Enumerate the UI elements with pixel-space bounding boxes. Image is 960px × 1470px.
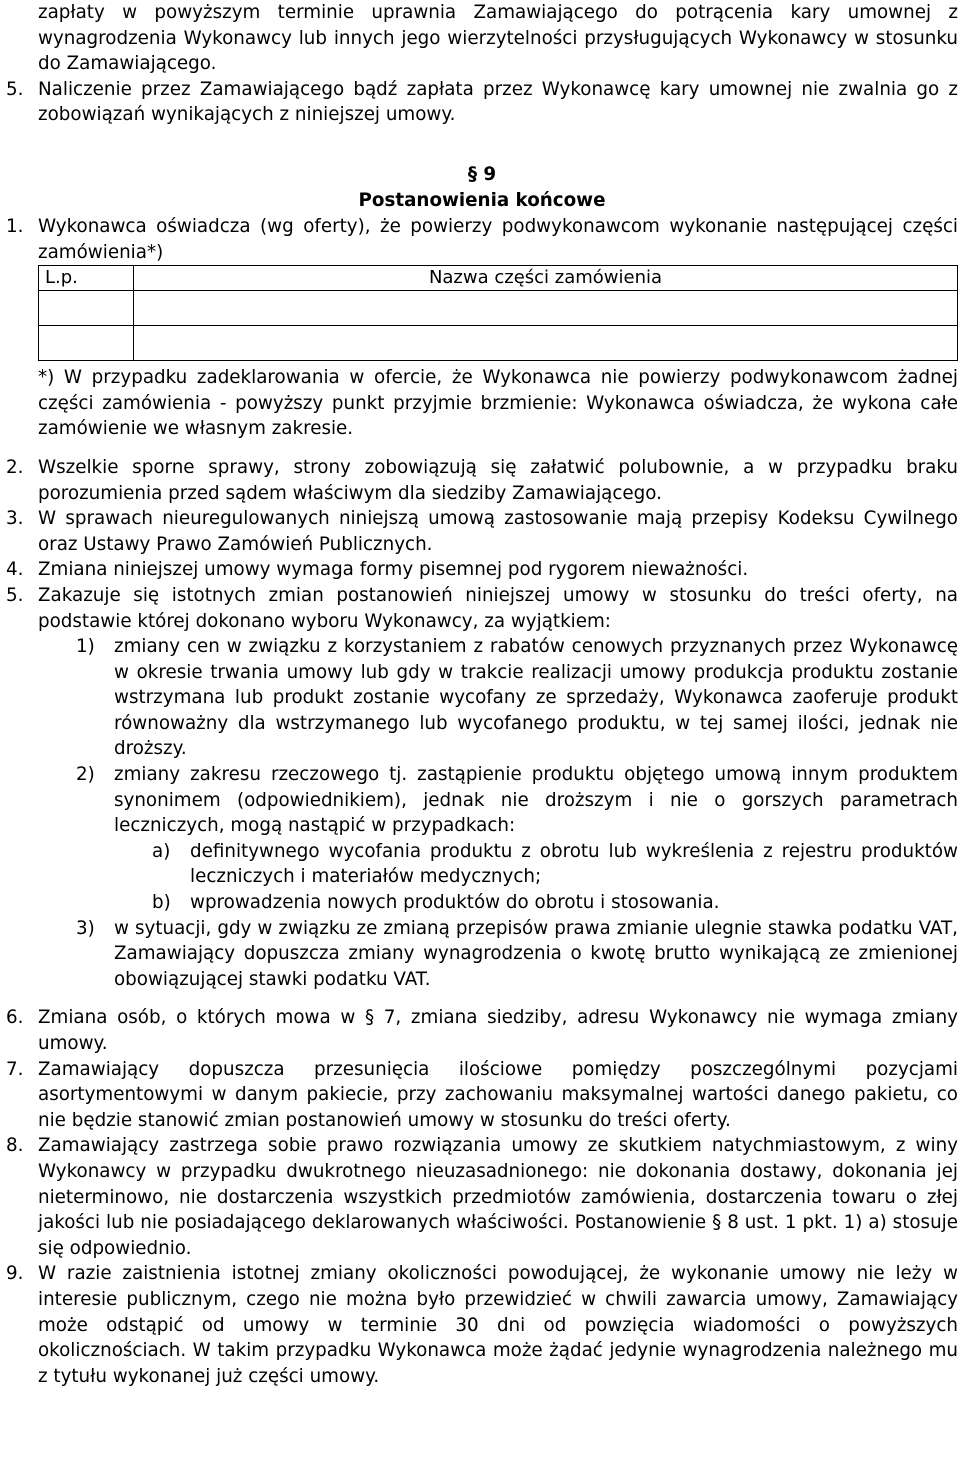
- paragraph-5: 5. Naliczenie przez Zamawiającego bądź zapłata przez Wykonawcę kary umownej nie zwalnia go z zobowiązań wynikających z niniejszej umowy.: [6, 78, 958, 126]
- intro-paragraph: zapłaty w powyższym terminie uprawnia Zamawiającego do potrącenia kary umownej z wynagrodzenia Wykonawcy lub innych jego wierzytelności przysługujących Wykonawcy w stosunku do Zamawiającego.: [38, 2, 958, 75]
- subcontract-table: [38, 265, 958, 361]
- table-row: [39, 291, 958, 326]
- sub-item-2: 2) zmiany zakresu rzeczowego tj. zastąpienie produktu objętego umową innym produktem synonimem (odpowiednikiem), jednak nie droższym i nie o gorszych parametrach leczniczych, mogą nastąpić w przypadkach:: [76, 764, 958, 837]
- section-item-8: 8. Zamawiający zastrzega sobie prawo rozwiązania umowy ze skutkiem natychmiastowym, z winy Wykonawcy w przypadku dwukrotnego nieuzasadnionego: nie dokonania dostawy, dokonania jej nieterminowo, nie dostarczenia wszystkich przedmiotów zamówienia, dostarczenia towaru o złej jakości lub nie posiadającego deklarowanych właściwości. Postanowienie § 8 ust. 1 pkt. 1) a) stosuje się odpowiednio.: [6, 1135, 958, 1259]
- section-item-7: 7. Zamawiający dopuszcza przesunięcia ilościowe pomiędzy poszczególnymi pozycjami asortymentowymi w danym pakiecie, przy zachowaniu maksymalnej wartości danego pakietu, co nie będzie stanowić zmian postanowień umowy w stosunku do treści oferty.: [6, 1058, 958, 1131]
- section-item-4: 4. Zmiana niniejszej umowy wymaga formy pisemnej pod rygorem nieważności.: [6, 559, 749, 581]
- document-page: [6, 0, 958, 1389]
- section-item-5: 5. Zakazuje się istotnych zmian postanowień niniejszej umowy w stosunku do treści oferty, na podstawie której dokonano wyboru Wykonawcy, za wyjątkiem:: [6, 584, 958, 632]
- sub-item-1: 1) zmiany cen w związku z korzystaniem z rabatów cenowych przyznanych przez Wykonawcę w okresie trwania umowy lub gdy w trakcie realizacji umowy produkcja produktu zostanie wstrzymana lub produkt zostanie wycofany ze sprzedaży, Wykonawca zaoferuje produkt równoważny dla wstrzymanego lub wycofanego produktu, w tej samej ilości, jednak nie droższy.: [76, 636, 958, 760]
- sub-item-2b: b) wprowadzenia nowych produktów do obrotu i stosowania.: [152, 892, 720, 914]
- section-title: Postanowienia końcowe: [358, 189, 606, 211]
- table-row: [39, 326, 958, 361]
- section-item-9: 9. W razie zaistnienia istotnej zmiany okoliczności powodującej, że wykonanie umowy nie leży w interesie publicznym, czego nie można było przewidzieć w chwili zawarcia umowy, Zamawiający może odstąpić od umowy w terminie 30 dni od powzięcia wiadomości o powyższych okolicznościach. W takim przypadku Wykonawca może żądać jedynie wynagrodzenia należnego mu z tytułu wykonanej już części umowy.: [6, 1263, 958, 1387]
- sub-item-2a: a) definitywnego wycofania produktu z obrotu lub wykreślenia z rejestru produktów leczniczych i materiałów medycznych;: [152, 840, 958, 888]
- section-number: § 9: [467, 163, 497, 185]
- section-item-1: 1. Wykonawca oświadcza (wg oferty), że powierzy podwykonawcom wykonanie następującej części zamówienia*): [6, 215, 958, 263]
- section-item-3: 3. W sprawach nieuregulowanych niniejszą umową zastosowanie mają przepisy Kodeksu Cywilnego oraz Ustawy Prawo Zamówień Publicznych.: [6, 508, 958, 555]
- table-header-lp: L.p.: [39, 266, 134, 291]
- table-header-name: Nazwa części zamówienia: [134, 266, 958, 291]
- table-header-row: [39, 266, 958, 291]
- sub-item-3: 3) w sytuacji, gdy w związku ze zmianą przepisów prawa zmianie ulegnie stawka podatku VAT, Zamawiający dopuszcza zmiany wynagrodzenia o kwotę brutto wynikającą ze zmienionej obowiązującej stawki podatku VAT.: [76, 917, 958, 990]
- footnote: *) W przypadku zadeklarowania w ofercie, że Wykonawca nie powierzy podwykonawcom żadnej części zamówienia - powyższy punkt przyjmie brzmienie: Wykonawca oświadcza, że wykona całe zamówienie we własnym zakresie.: [38, 367, 958, 440]
- section-item-2: 2. Wszelkie sporne sprawy, strony zobowiązują się załatwić polubownie, a w przypadku braku porozumienia przed sądem właściwym dla siedziby Zamawiającego.: [6, 456, 958, 504]
- section-item-6: 6. Zmiana osób, o których mowa w § 7, zmiana siedziby, adresu Wykonawcy nie wymaga zmiany umowy.: [6, 1007, 958, 1054]
